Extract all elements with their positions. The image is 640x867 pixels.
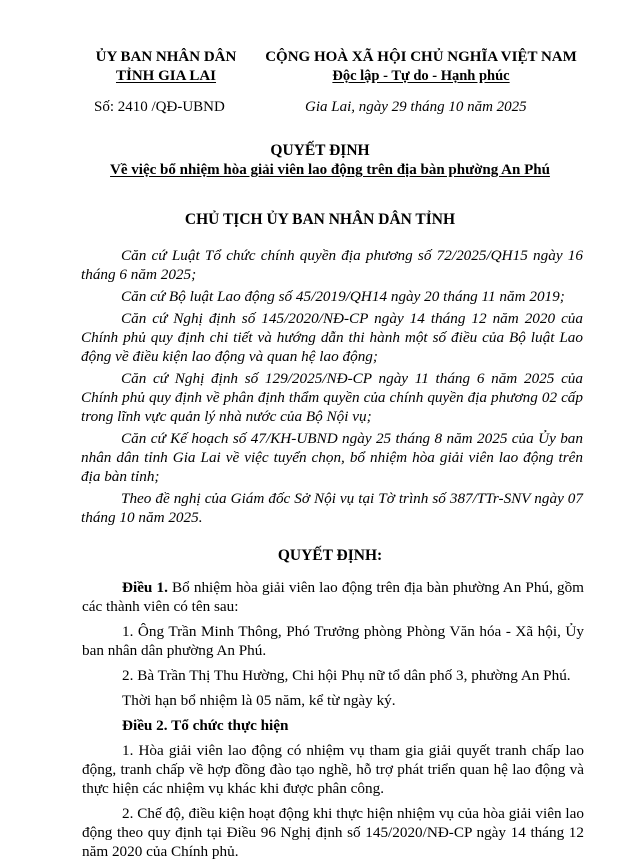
article-1 <box>82 578 584 616</box>
country-name: CỘNG HOÀ XÃ HỘI CHỦ NGHĨA VIỆT NAM <box>265 49 577 65</box>
decision-heading: QUYẾT ĐỊNH: <box>277 547 383 564</box>
article-1-text: Bổ nhiệm hòa giải viên lao động trên địa bàn phường An Phú, gồm các thành viên có tên sau: <box>82 579 584 615</box>
agency-line-1: ỦY BAN NHÂN DÂN <box>95 49 237 65</box>
issuing-agency <box>86 48 246 86</box>
decision-body <box>82 578 584 867</box>
basis-item: Căn cứ Nghị định số 129/2025/NĐ-CP ngày 11 tháng 6 năm 2025 của Chính phủ quy định về phân định thẩm quyền của chính quyền địa phương 02 cấp trong lĩnh vực quản lý nhà nước của Bộ Nội vụ; <box>81 370 583 425</box>
basis-item: Theo đề nghị của Giám đốc Sở Nội vụ tại Tờ trình số 387/TTr-SNV ngày 07 tháng 10 năm 2025. <box>81 490 583 526</box>
place-and-date: Gia Lai, ngày 29 tháng 10 năm 2025 <box>305 99 527 115</box>
document-number: Số: 2410 /QĐ-UBND <box>94 99 225 115</box>
document-subject-text: Về việc bổ nhiệm hòa giải viên lao động trên địa bàn phường An Phú <box>110 162 550 178</box>
basis-item: Căn cứ Bộ luật Lao động số 45/2019/QH14 ngày 20 tháng 11 năm 2019; <box>121 288 565 305</box>
article-2-heading: Điều 2. Tổ chức thực hiện <box>122 717 289 734</box>
basis-item: Căn cứ Luật Tổ chức chính quyền địa phương số 72/2025/QH15 ngày 16 tháng 6 năm 2025; <box>81 247 583 283</box>
appointment-term: Thời hạn bổ nhiệm là 05 năm, kể từ ngày ký. <box>122 692 396 709</box>
article-1-label: Điều 1. <box>122 579 168 596</box>
issuer-title: CHỦ TỊCH ỦY BAN NHÂN DÂN TỈNH <box>184 211 456 228</box>
document-subject <box>0 161 640 180</box>
document-type: QUYẾT ĐỊNH <box>270 142 370 159</box>
article-2-item: 1. Hòa giải viên lao động có nhiệm vụ tham gia giải quyết tranh chấp lao động, tranh chấp về hợp đồng đào tạo nghề, hỗ trợ phát triển quan hệ lao động và thực hiện các nhiệm vụ khác khi được phân công. <box>82 742 584 797</box>
basis-item: Căn cứ Kế hoạch số 47/KH-UBND ngày 25 tháng 8 năm 2025 của Ủy ban nhân dân tỉnh Gia Lai về việc tuyển chọn, bổ nhiệm hòa giải viên lao động trên địa bàn tỉnh; <box>81 430 583 485</box>
member-item: 1. Ông Trần Minh Thông, Phó Trưởng phòng Phòng Văn hóa - Xã hội, Ủy ban nhân dân phường An Phú. <box>82 623 584 659</box>
member-item: 2. Bà Trần Thị Thu Hường, Chi hội Phụ nữ tổ dân phố 3, phường An Phú. <box>122 667 571 684</box>
article-2-item: 2. Chế độ, điều kiện hoạt động khi thực hiện nhiệm vụ của hòa giải viên lao động theo quy định tại Điều 96 Nghị định số 145/2020/NĐ-CP ngày 14 tháng 12 năm 2020 của Chính phủ. <box>82 805 584 860</box>
legal-basis <box>81 246 583 530</box>
basis-item: Căn cứ Nghị định số 145/2020/NĐ-CP ngày 14 tháng 12 năm 2020 của Chính phủ quy định chi tiết và hướng dẫn thi hành một số điều của Bộ luật Lao động về điều kiện lao động và quan hệ lao động; <box>81 310 583 365</box>
motto: Độc lập - Tự do - Hạnh phúc <box>332 68 510 84</box>
agency-line-2: TỈNH GIA LAI <box>115 68 217 84</box>
national-motto <box>256 48 586 86</box>
